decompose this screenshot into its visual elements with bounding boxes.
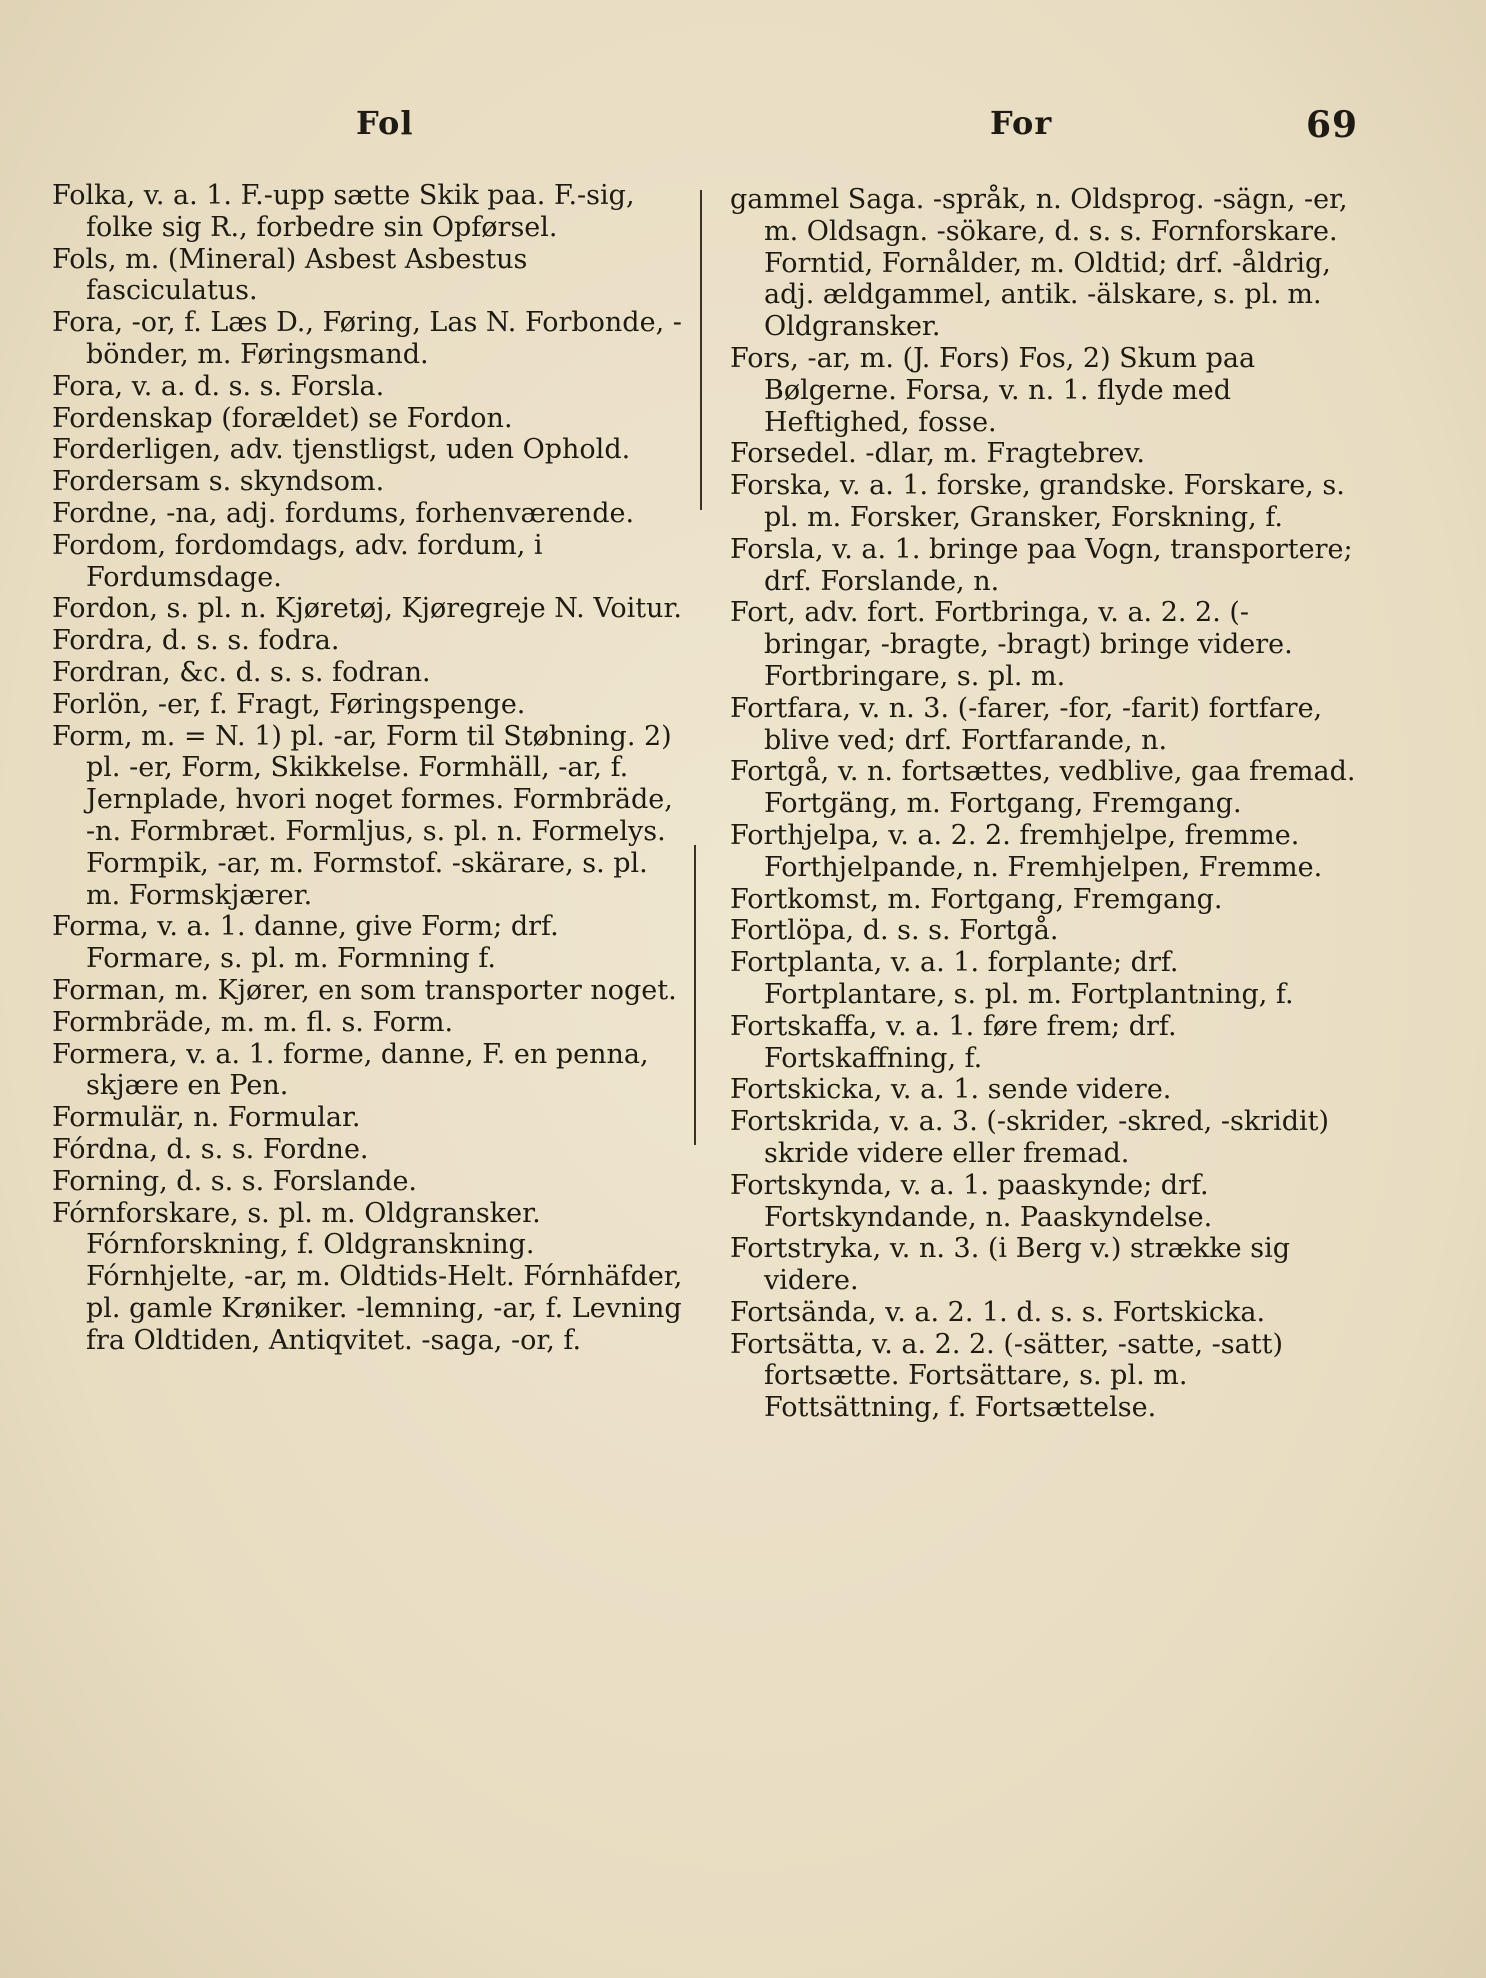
dictionary-entry: Forlön, -er, f. Fragt, Føringspenge.: [52, 688, 526, 720]
dictionary-entry: Fortgå, v. n. fortsættes, vedblive, gaa fremad. Fortgäng, m. Fortgang, Fremgang.: [730, 756, 1356, 820]
dictionary-entry: Fórdna, d. s. s. Fordne.: [52, 1133, 369, 1165]
left-column: [50, 180, 690, 1356]
dictionary-entry: Fordne, -na, adj. fordums, forhenværende.: [52, 497, 635, 529]
dictionary-entry: Fora, v. a. d. s. s. Forsla.: [52, 370, 385, 402]
dictionary-entry: Fórnforskare, s. pl. m. Oldgransker. Fórnforskning, f. Oldgranskning. Fórnhjelte, -ar, m. Oldtids-Helt. Fórnhäfder, pl. gamle Krøniker. -lemning, -ar, f. Levning fra Oldtiden, Antiqvitet. -saga, -or, f.: [52, 1197, 683, 1356]
dictionary-entry: gammel Saga. -språk, n. Oldsprog. -sägn, -er, m. Oldsagn. -sökare, d. s. s. Fornforskare. Forntid, Fornålder, m. Oldtid; drf. -åldrig, adj. ældgammel, antik. -älskare, s. pl. m. Oldgransker.: [730, 184, 1348, 343]
dictionary-entry: Fortlöpa, d. s. s. Fortgå.: [730, 915, 1059, 947]
running-head-left: Fol: [356, 104, 414, 142]
dictionary-entry: Fols, m. (Mineral) Asbest Asbestus fasciculatus.: [52, 243, 528, 307]
dictionary-entry: Forsedel. -dlar, m. Fragtebrev.: [730, 438, 1145, 470]
dictionary-entry: Fort, adv. fort. Fortbringa, v. a. 2. 2. (-bringar, -bragte, -bragt) bringe videre. Fortbringare, s. pl. m.: [730, 597, 1293, 692]
dictionary-entry: Fortsätta, v. a. 2. 2. (-sätter, -satte, -satt) fortsætte. Fortsättare, s. pl. m. Fottsättning, f. Fortsættelse.: [730, 1328, 1283, 1424]
column-divider: [694, 845, 696, 1145]
dictionary-entry: Fordom, fordomdags, adv. fordum, i Fordumsdage.: [52, 529, 543, 593]
page-number: 69: [1306, 104, 1359, 146]
dictionary-entry: Fordersam s. skyndsom.: [52, 466, 385, 498]
dictionary-entry: Fors, -ar, m. (J. Fors) Fos, 2) Skum paa Bølgerne. Forsa, v. n. 1. flyde med Heftighed, fosse.: [730, 342, 1256, 438]
dictionary-entry: Fortsända, v. a. 2. 1. d. s. s. Fortskicka.: [730, 1296, 1266, 1328]
dictionary-entry: Formbräde, m. m. fl. s. Form.: [52, 1006, 454, 1038]
dictionary-entry: Fordenskap (forældet) se Fordon.: [52, 402, 513, 434]
dictionary-entry: Fortskrida, v. a. 3. (-skrider, -skred, -skridit) skride videre eller fremad.: [730, 1106, 1330, 1169]
dictionary-entry: Formulär, n. Formular.: [52, 1102, 361, 1134]
dictionary-entry: Forma, v. a. 1. danne, give Form; drf. Formare, s. pl. m. Formning f.: [52, 911, 559, 975]
dictionary-entry: Forning, d. s. s. Forslande.: [52, 1165, 418, 1197]
dictionary-entry: Fordran, &c. d. s. s. fodran.: [52, 656, 431, 688]
dictionary-entry: Forska, v. a. 1. forske, grandske. Forskare, s. pl. m. Forsker, Gransker, Forskning, f.: [730, 470, 1345, 533]
dictionary-entry: Fortstryka, v. n. 3. (i Berg v.) strække sig videre.: [730, 1233, 1291, 1297]
dictionary-entry: Formera, v. a. 1. forme, danne, F. en penna, skjære en Pen.: [52, 1038, 649, 1102]
dictionary-entry: Fortskynda, v. a. 1. paaskynde; drf. Fortskyndande, n. Paaskyndelse.: [730, 1169, 1213, 1233]
dictionary-entry: Fordon, s. pl. n. Kjøretøj, Kjøregreje N. Voitur.: [52, 593, 683, 625]
right-column: [728, 184, 1356, 1424]
dictionary-entry: Fortskaffa, v. a. 1. føre frem; drf. Fortskaffning, f.: [730, 1010, 1177, 1074]
dictionary-entry: Fordra, d. s. s. fodra.: [52, 625, 340, 657]
dictionary-entry: Forman, m. Kjører, en som transporter noget.: [52, 974, 677, 1006]
dictionary-entry: Fortplanta, v. a. 1. forplante; drf. Fortplantare, s. pl. m. Fortplantning, f.: [730, 947, 1294, 1010]
running-head-center: For: [990, 104, 1053, 142]
dictionary-entry: Forsla, v. a. 1. bringe paa Vogn, transportere; drf. Forslande, n.: [730, 533, 1353, 597]
dictionary-entry: Fortfara, v. n. 3. (-farer, -for, -farit) fortfare, blive ved; drf. Fortfarande, n.: [730, 692, 1323, 756]
dictionary-entry: Fora, -or, f. Læs D., Føring, Las N. Forbonde, -bönder, m. Føringsmand.: [52, 307, 682, 370]
dictionary-entry: Forthjelpa, v. a. 2. 2. fremhjelpe, fremme. Forthjelpande, n. Fremhjelpen, Fremme.: [730, 819, 1323, 883]
dictionary-entry: Form, m. = N. 1) pl. -ar, Form til Støbning. 2) pl. -er, Form, Skikkelse. Formhäll, -ar, f. Jernplade, hvori noget formes. Formbräde, -n. Formbræt. Formljus, s. pl. n. Formelys. Formpik, -ar, m. Formstof. -skärare, s. pl. m. Formskjærer.: [52, 720, 673, 911]
dictionary-entry: Folka, v. a. 1. F.-upp sætte Skik paa. F.-sig, folke sig R., forbedre sin Opførsel.: [52, 180, 635, 243]
dictionary-entry: Fortkomst, m. Fortgang, Fremgang.: [730, 883, 1223, 915]
dictionary-entry: Fortskicka, v. a. 1. sende videre.: [730, 1074, 1172, 1106]
column-divider: [700, 190, 702, 510]
dictionary-entry: Forderligen, adv. tjenstligst, uden Ophold.: [52, 434, 631, 466]
